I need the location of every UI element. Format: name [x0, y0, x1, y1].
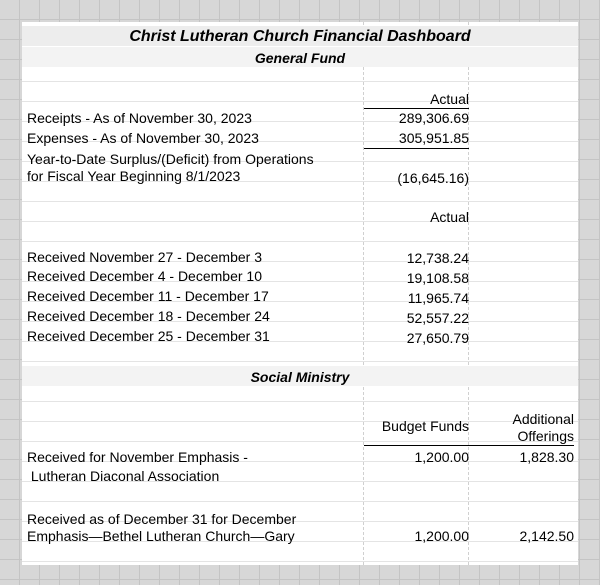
- ministry-item-budget: 1,200.00: [414, 449, 469, 465]
- dashboard-title: Christ Lutheran Church Financial Dashboard: [129, 28, 471, 45]
- weekly-row-value: 19,108.58: [406, 270, 469, 286]
- ministry-item-label-line1: Received as of December 31 for December: [27, 511, 297, 527]
- surplus-value: (16,645.16): [397, 170, 469, 186]
- expenses-value: 305,951.85: [398, 130, 469, 146]
- header-underline: [364, 108, 469, 109]
- weekly-row-label: Received December 18 - December 24: [27, 308, 270, 324]
- ministry-item-label-line2: Emphasis—Bethel Lutheran Church—Gary: [27, 528, 295, 544]
- dashboard-sheet: [22, 22, 578, 565]
- weekly-row-label: Received December 4 - December 10: [27, 268, 262, 284]
- additional-header-line2: Offerings: [517, 428, 574, 444]
- social-ministry-heading: Social Ministry: [250, 369, 350, 385]
- surplus-label-line1: Year-to-Date Surplus/(Deficit) from Operations: [27, 151, 314, 167]
- weekly-row-label: Received December 25 - December 31: [27, 328, 270, 344]
- ministry-item-label-line1: Received for November Emphasis -: [27, 449, 248, 465]
- weekly-row-value: 11,965.74: [407, 290, 469, 306]
- weekly-actual-header: Actual: [430, 209, 469, 225]
- expenses-label: Expenses - As of November 30, 2023: [27, 130, 259, 146]
- budget-funds-header: Budget Funds: [381, 418, 469, 434]
- general-fund-heading: General Fund: [254, 50, 346, 66]
- receipts-label: Receipts - As of November 30, 2023: [27, 110, 252, 126]
- surplus-label-line2: for Fiscal Year Beginning 8/1/2023: [27, 168, 241, 184]
- ministry-header-underline: [364, 445, 574, 446]
- weekly-row-label: Received December 11 - December 17: [27, 288, 269, 304]
- weekly-row-value: 52,557.22: [406, 310, 469, 326]
- ministry-item-budget: 1,200.00: [414, 528, 469, 544]
- ministry-item-additional: 1,828.30: [519, 449, 574, 465]
- weekly-row-value: 12,738.24: [406, 250, 469, 266]
- ministry-item-additional: 2,142.50: [519, 528, 574, 544]
- additional-header-line1: Additional: [512, 411, 574, 427]
- weekly-row-label: Received November 27 - December 3: [27, 249, 262, 265]
- total-underline: [364, 148, 469, 149]
- receipts-value: 289,306.69: [398, 110, 469, 126]
- ministry-item-label-line2: Lutheran Diaconal Association: [27, 468, 220, 484]
- actual-column-header: Actual: [430, 91, 469, 107]
- weekly-row-value: 27,650.79: [406, 330, 469, 346]
